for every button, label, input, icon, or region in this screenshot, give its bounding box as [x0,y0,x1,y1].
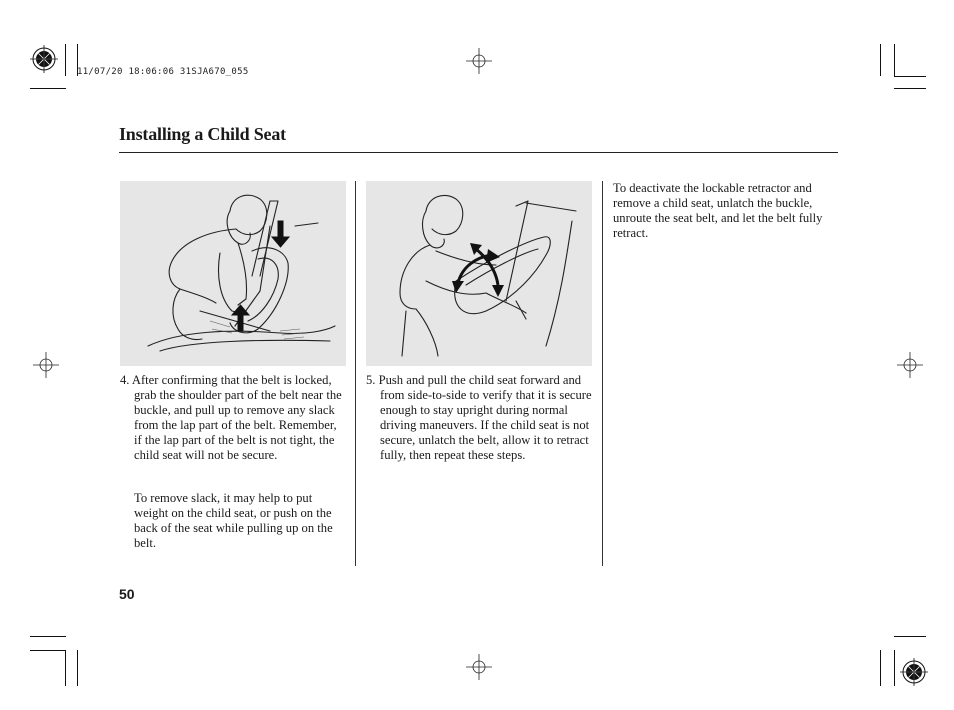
title-rule [119,152,838,153]
illustration-step5 [366,181,592,366]
page-number: 50 [119,586,135,602]
person-testing-seat-illustration [366,181,592,366]
page-title: Installing a Child Seat [119,124,286,144]
person-tightening-belt-illustration [120,181,346,366]
print-slug: 11/07/20 18:06:06 31SJA670_055 [77,67,249,77]
registration-mark-icon [29,44,59,74]
crosshair-icon [466,654,492,680]
step4-note-paragraph: To remove slack, it may help to put weight on the child seat, or push on the back of the seat while pulling up on the belt. [134,491,333,550]
column-divider [602,181,603,566]
step5-paragraph: 5. Push and pull the child seat forward and from side-to-side to verify that it is secure enough to stay upright during normal driving maneuvers. If the child seat is not secure, unlatch the belt, allow it to retract fully, then repeat these steps. [366,373,592,462]
deactivate-retractor-paragraph: To deactivate the lockable retractor and remove a child seat, unlatch the buckle, unroute the seat belt, and let the belt fully retract. [613,181,823,240]
crosshair-icon [897,352,923,378]
step4-paragraph: 4. After confirming that the belt is locked, grab the shoulder part of the belt near the buckle, and pull up to remove any slack from the lap part of the belt. Remember, if the lap part of the belt is not tight, the child seat will not be secure. [120,373,342,462]
crosshair-icon [466,48,492,74]
crosshair-icon [33,352,59,378]
column-divider [355,181,356,566]
illustration-step4 [120,181,346,366]
registration-mark-icon [899,657,929,687]
